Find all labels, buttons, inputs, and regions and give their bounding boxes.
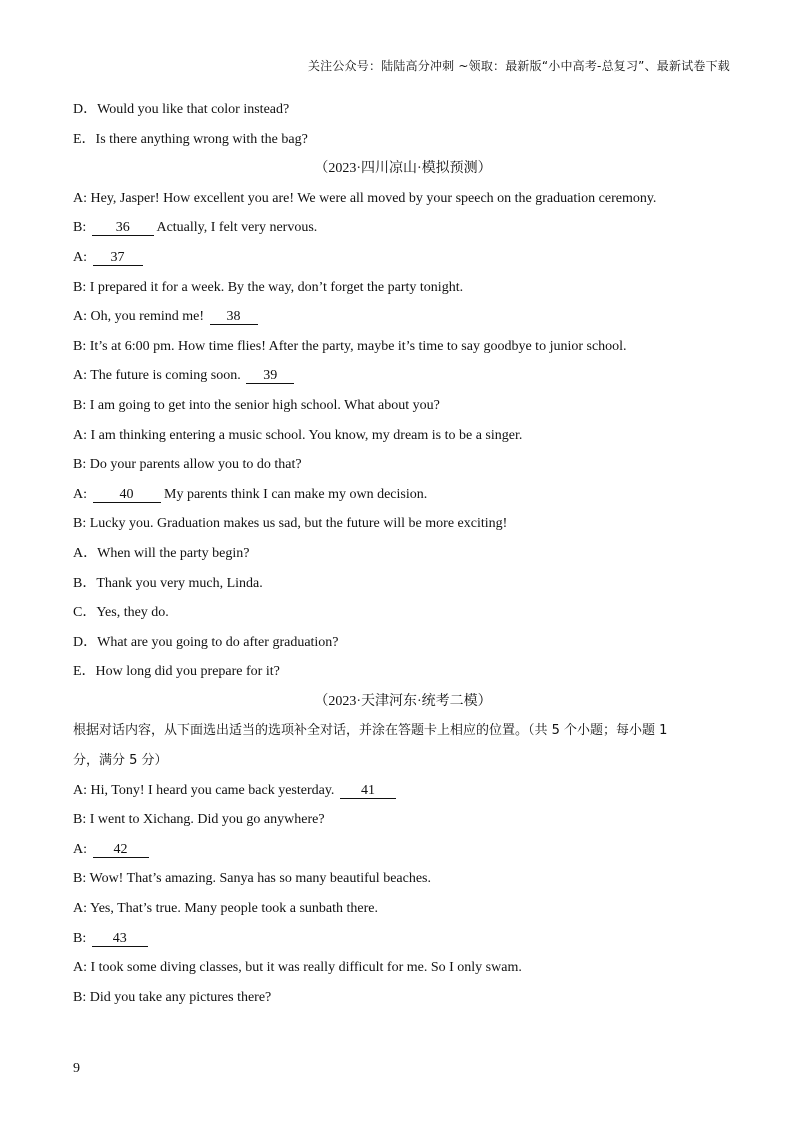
dialogue-line: A: I took some diving classes, but it was really difficult for me. So I only swam. <box>73 960 522 976</box>
section-source: （2023·天津河东·统考二模） <box>314 693 492 709</box>
answer-blank: 36 <box>92 220 154 236</box>
dialogue-line: A: I am thinking entering a music school. You know, my dream is to be a singer. <box>73 427 523 443</box>
dialogue-line: A: Hi, Tony! I heard you came back yesterday. 41 <box>73 776 733 806</box>
page-number: 9 <box>73 1061 80 1076</box>
dialogue-line: A: 42 <box>73 835 733 865</box>
option-a: A．When will the party begin? <box>73 545 250 561</box>
option-d: D．Would you like that color instead? <box>73 102 290 117</box>
option-c: C．Yes, they do. <box>73 605 169 621</box>
dialogue-line: A: The future is coming soon. 39 <box>73 361 733 391</box>
dialogue-line: A: 40 My parents think I can make my own decision. <box>73 486 428 502</box>
document-body <box>73 95 733 1012</box>
dialogue-line: A: 37 <box>73 243 733 273</box>
section-source: （2023·四川凉山·模拟预测） <box>314 161 492 177</box>
answer-blank: 37 <box>93 250 143 266</box>
answer-blank: 42 <box>93 842 149 858</box>
instructions: 分，满分 5 分） <box>73 753 168 769</box>
dialogue-line: B: I am going to get into the senior high school. What about you? <box>73 397 440 413</box>
dialogue-line: A: Oh, you remind me! 38 <box>73 302 733 332</box>
answer-blank: 43 <box>92 931 148 947</box>
dialogue-line: B: Wow! That’s amazing. Sanya has so many beautiful beaches. <box>73 871 431 887</box>
dialogue-line: A: Hey, Jasper! How excellent you are! We were all moved by your speech on the graduation ceremony. <box>73 190 657 206</box>
dialogue-line: B: It’s at 6:00 pm. How time flies! After the party, maybe it’s time to say goodbye to junior school. <box>73 338 627 354</box>
dialogue-line: B: 43 <box>73 924 733 954</box>
dialogue-line: B: I went to Xichang. Did you go anywhere? <box>73 812 325 828</box>
option-d: D．What are you going to do after graduation? <box>73 634 339 650</box>
dialogue-line: B: 36 Actually, I felt very nervous. <box>73 220 318 236</box>
answer-blank: 41 <box>340 783 396 799</box>
option-e: E．How long did you prepare for it? <box>73 664 280 680</box>
dialogue-line: B: Lucky you. Graduation makes us sad, but the future will be more exciting! <box>73 516 508 532</box>
page-header: 关注公众号：陆陆高分冲刺 ~领取：最新版“小中高考-总复习”、最新试卷下载 <box>307 59 730 73</box>
dialogue-line: B: Did you take any pictures there? <box>73 989 272 1005</box>
answer-blank: 40 <box>93 487 161 503</box>
dialogue-line: B: Do your parents allow you to do that? <box>73 457 302 473</box>
dialogue-line: A: Yes, That’s true. Many people took a sunbath there. <box>73 901 378 917</box>
option-b: B．Thank you very much, Linda. <box>73 575 263 591</box>
answer-blank: 38 <box>210 309 258 325</box>
option-e: E．Is there anything wrong with the bag? <box>73 131 308 147</box>
instructions: 根据对话内容，从下面选出适当的选项补全对话，并涂在答题卡上相应的位置。（共 5 个小题；每小题 1 <box>73 723 668 739</box>
answer-blank: 39 <box>246 368 294 384</box>
dialogue-line: B: I prepared it for a week. By the way, don’t forget the party tonight. <box>73 279 464 295</box>
